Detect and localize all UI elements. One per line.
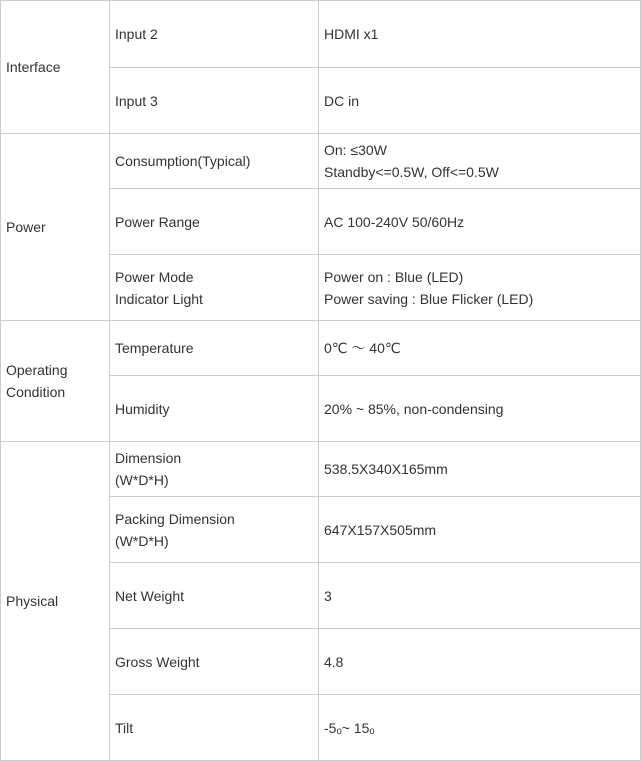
category-physical: Physical <box>1 442 110 761</box>
row-value-line: 538.5X340X165mm <box>324 461 448 477</box>
row-label-line: Input 2 <box>115 26 158 42</box>
row-value-line: DC in <box>324 92 360 109</box>
category-interface: Interface <box>1 1 110 134</box>
row-label-line: Gross Weight <box>115 653 200 670</box>
table-row <box>1 1 641 68</box>
table-row <box>1 442 641 497</box>
row-value <box>319 134 641 189</box>
row-value <box>319 629 641 695</box>
row-value-line: 647X157X505mm <box>324 521 437 538</box>
row-label-line: Dimension <box>115 450 182 466</box>
row-label-line: (W*D*H) <box>115 472 169 488</box>
category-power: Power <box>1 134 110 321</box>
row-label <box>110 68 319 134</box>
row-value <box>319 1 641 68</box>
row-value <box>319 321 641 376</box>
row-label-line: Power Range <box>115 213 200 230</box>
row-label-line: Temperature <box>115 340 194 356</box>
row-value-line: -5ₒ~ 15ₒ <box>324 719 375 736</box>
row-value-line: On: ≤30W <box>324 142 387 158</box>
row-label <box>110 442 319 497</box>
row-value <box>319 563 641 629</box>
row-label <box>110 563 319 629</box>
row-label-line: Packing Dimension <box>115 510 235 527</box>
row-label-line: Input 3 <box>115 92 158 109</box>
table-row <box>1 134 641 189</box>
category-operating-condition: Operating Condition <box>1 321 110 442</box>
row-label <box>110 695 319 761</box>
row-label-line: (W*D*H) <box>115 532 169 549</box>
row-label <box>110 629 319 695</box>
row-label <box>110 189 319 255</box>
row-value <box>319 189 641 255</box>
row-value <box>319 442 641 497</box>
row-value <box>319 497 641 563</box>
row-label <box>110 134 319 189</box>
row-value-line: 20% ~ 85%, non-condensing <box>324 400 504 417</box>
row-value-line: 0℃ 〜 40℃ <box>324 340 401 356</box>
row-value <box>319 255 641 321</box>
table-row <box>1 321 641 376</box>
row-value <box>319 68 641 134</box>
row-value-line: Power saving : Blue Flicker (LED) <box>324 290 534 307</box>
spec-table-body <box>1 1 641 761</box>
row-value-line: HDMI x1 <box>324 26 379 42</box>
row-label <box>110 255 319 321</box>
row-label <box>110 1 319 68</box>
row-label-line: Tilt <box>115 719 134 736</box>
row-value-line: Power on : Blue (LED) <box>324 268 464 285</box>
row-value-line: Standby<=0.5W, Off<=0.5W <box>324 164 499 180</box>
row-label <box>110 497 319 563</box>
row-label <box>110 376 319 442</box>
row-value <box>319 376 641 442</box>
row-value <box>319 695 641 761</box>
row-value-line: AC 100-240V 50/60Hz <box>324 213 465 230</box>
row-label-line: Indicator Light <box>115 290 203 307</box>
row-label <box>110 321 319 376</box>
row-label-line: Power Mode <box>115 268 194 285</box>
row-value-line: 3 <box>324 587 332 604</box>
row-label-line: Net Weight <box>115 587 184 604</box>
row-label-line: Consumption(Typical) <box>115 153 251 169</box>
row-label-line: Humidity <box>115 400 170 417</box>
row-value-line: 4.8 <box>324 653 344 670</box>
